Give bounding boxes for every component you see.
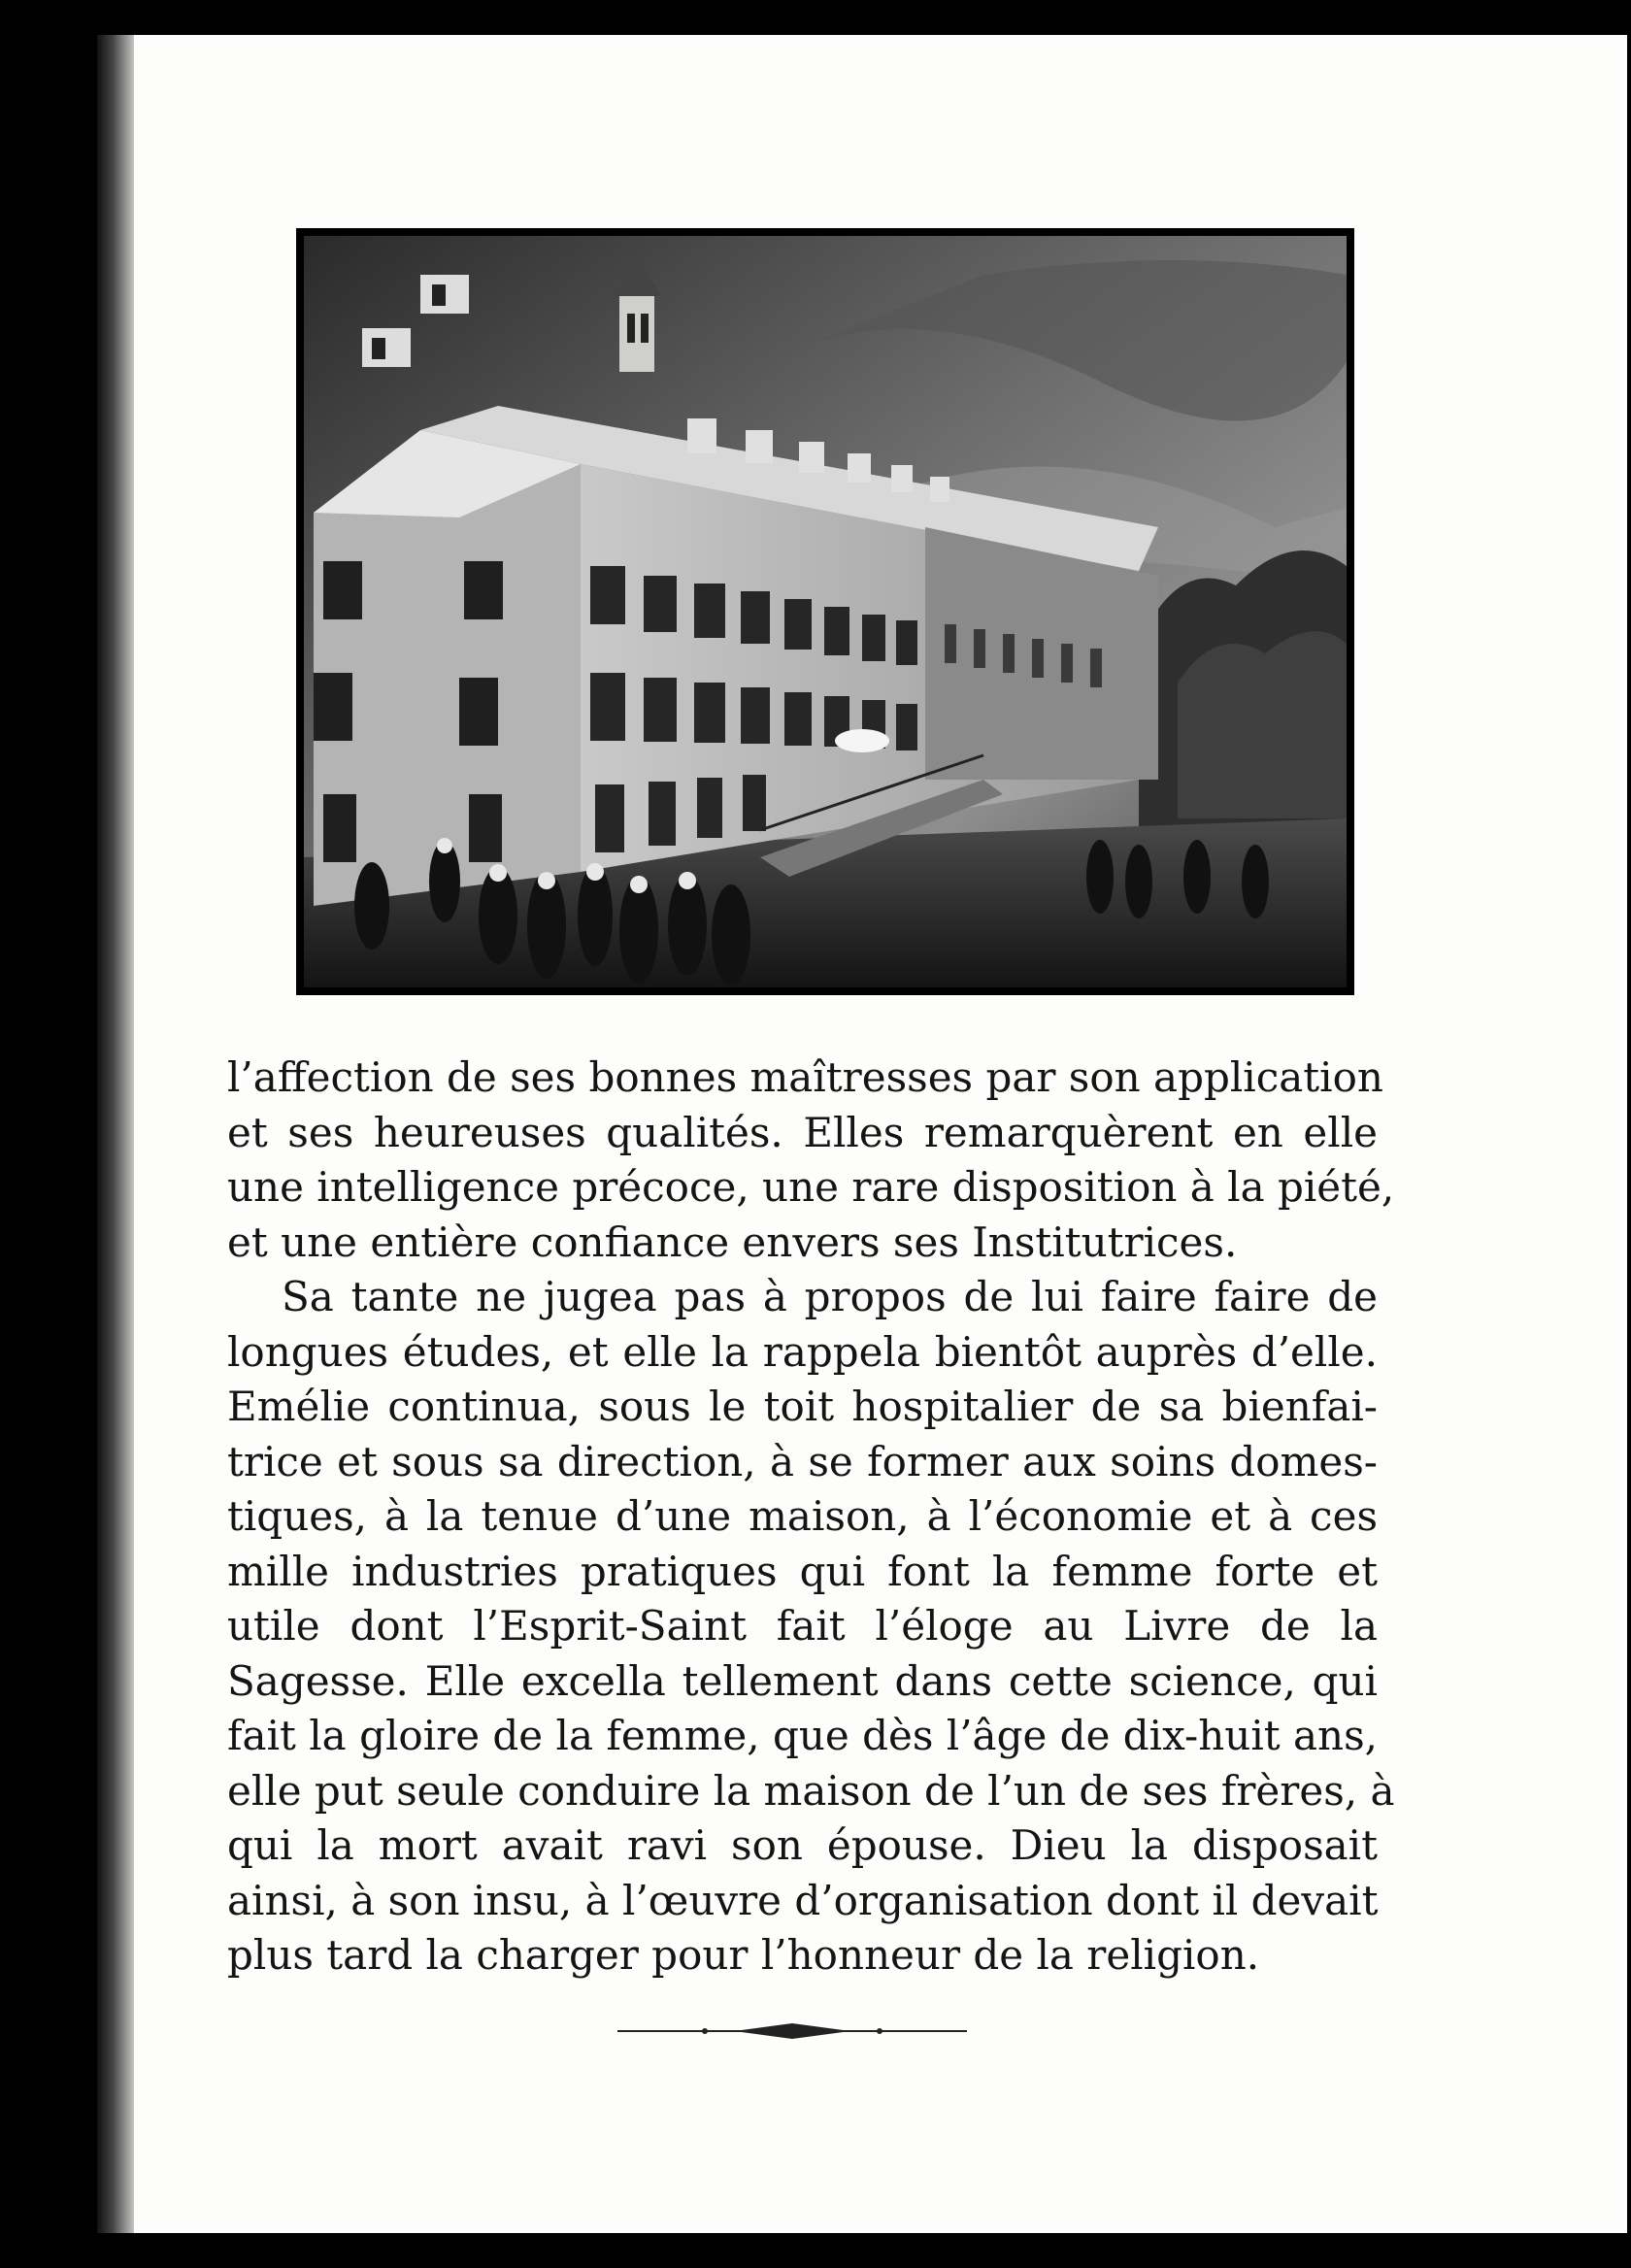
text-line: elle put seule conduire la maison de l’un de ses frères, à [227,1766,1395,1815]
text-line: fait la gloire de la femme, que dès l’âge de dix-huit ans, [227,1712,1378,1759]
text-line: longues études, et elle la rappela bientôt auprès d’elle. [227,1327,1378,1376]
text-line: Sa tante ne jugea pas à propos de lui faire faire de [282,1273,1378,1320]
text-line: Sagesse. Elle excella tellement dans cette science, qui [227,1656,1378,1705]
text-line: une intelligence précoce, une rare disposition à la piété, [227,1163,1395,1211]
text-line: tiques, à la tenue d’une maison, à l’économie et à ces [227,1492,1378,1540]
text-line: trice et sous sa direction, à se former aux soins domes- [227,1437,1378,1485]
engraving-plate [296,228,1354,995]
text-line: ainsi, à son insu, à l’œuvre d’organisation dont il devait [227,1876,1379,1924]
text-line: plus tard la charger pour l’honneur de la religion. [227,1931,1260,1979]
body-text [227,1051,1395,1984]
text-line: mille industries pratiques qui font la femme forte et [227,1547,1378,1595]
text-line: et ses heureuses qualités. Elles remarquèrent en elle [227,1108,1378,1156]
tailpiece-ornament [617,2021,967,2041]
convent-building-illustration [304,236,1347,987]
text-line: et une entière confiance envers ses Institutrices. [227,1217,1238,1266]
text-line: qui la mort avait ravi son épouse. Dieu la disposait [227,1821,1378,1869]
book-gutter-shadow [97,35,136,2233]
text-line: l’affection de ses bonnes maîtresses par son application [227,1053,1383,1101]
text-line: utile dont l’Esprit-Saint fait l’éloge au Livre de la [227,1602,1378,1650]
scan-border-left [0,0,97,2268]
text-line: Emélie continua, sous le toit hospitalier de sa bienfai- [227,1383,1378,1430]
